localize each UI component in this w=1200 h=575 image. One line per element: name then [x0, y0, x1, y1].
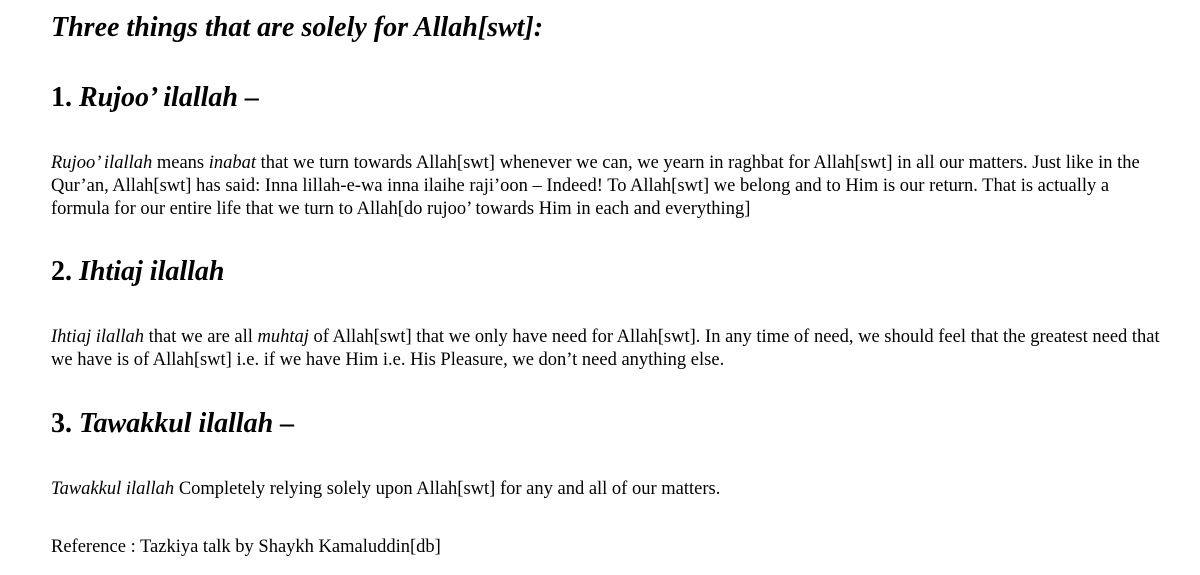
section-number: 2.: [51, 256, 72, 287]
section-heading-text: Ihtiaj ilallah: [72, 256, 225, 287]
section-heading-text: Rujoo’ ilallah –: [72, 82, 259, 113]
section-body-tawakkul: [51, 478, 1161, 501]
term-tawakkul-ilallah: Tawakkul ilallah: [51, 479, 175, 499]
reference-line: Reference : Tazkiya talk by Shaykh Kamaluddin[db]: [51, 537, 441, 557]
body-text: that we are all: [144, 327, 258, 347]
section-body-ihtiaj: [51, 326, 1161, 372]
section-number: 3.: [51, 408, 72, 439]
section-heading-ihtiaj: [51, 256, 225, 288]
body-text: means: [152, 153, 209, 173]
term-muhtaj: muhtaj: [257, 327, 309, 347]
body-text: of Allah[swt] that we only have need for Allah[swt]. In any time of need, we should feel that the greatest need that we have is of Allah[swt] i.e. if we have Him i.e. His Pleasure, we don’t need anything else.: [51, 327, 1160, 370]
body-text: that we turn towards Allah[swt] whenever we can, we yearn in raghbat for Allah[swt] in all our matters. Just like in the Qur’an, Allah[swt] has said: Inna lillah-e-wa inna ilaihe raji’oon – Indeed! To Allah[swt] we belong and to Him is our return. That is actually a formula for our entire life that we turn to Allah[do rujoo’ towards Him in each and everything]: [51, 153, 1140, 219]
term-inabat: inabat: [208, 153, 257, 173]
body-text: Completely relying solely upon Allah[swt] for any and all of our matters.: [174, 479, 721, 499]
page-title: Three things that are solely for Allah[swt]:: [51, 12, 544, 43]
term-ihtiaj-ilallah: Ihtiaj ilallah: [51, 327, 145, 347]
section-heading-text: Tawakkul ilallah –: [72, 408, 295, 439]
section-body-rujoo: [51, 152, 1161, 221]
term-rujoo-ilallah: Rujoo’ ilallah: [51, 153, 153, 173]
section-heading-tawakkul: [51, 408, 294, 440]
section-number: 1.: [51, 82, 72, 113]
section-heading-rujoo: [51, 82, 259, 114]
